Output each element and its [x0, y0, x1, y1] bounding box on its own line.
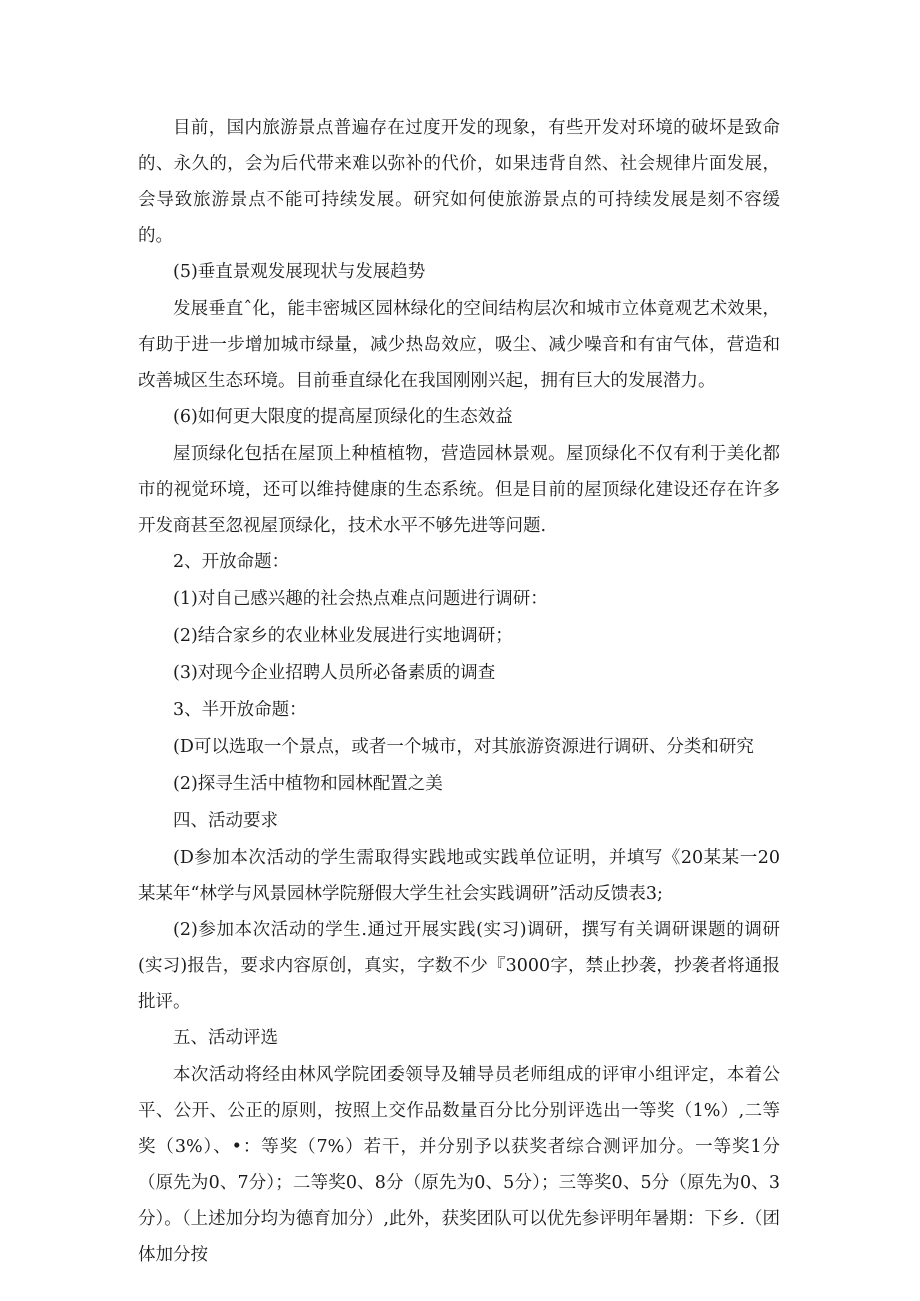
paragraph-roof-greening: 屋顶绿化包括在屋顶上种植植物，营造园林景观。屋顶绿化不仅有利于美化都市的视觉环境，还可以维持健康的生态系统。但是目前的屋顶绿化建设还存在许多开发商甚至忽视屋顶绿化，技术水平不够先进等问题. — [138, 444, 780, 536]
list-item-open-topic-3: (3)对现今企业招聘人员所必备素质的调查 — [173, 663, 496, 683]
heading-roof-greening: (6)如何更大限度的提高屋顶绿化的生态效益 — [173, 407, 513, 427]
heading-semi-open-topics: 3、半开放命题： — [173, 700, 307, 720]
paragraph-vertical-greening: 发展垂直ˆ化，能丰密城区园林绿化的空间结构层次和城市立体竟观艺术效果，有助于进一步增加城市绿量，减少热岛效应，吸尘、减少噪音和有宙气体，营造和改善城区生态环境。目前垂直绿化在我国刚刚兴起，拥有巨大的发展潜力。 — [138, 299, 780, 391]
heading-activity-evaluation: 五、活动评选 — [173, 1028, 278, 1048]
paragraph-tourism-development: 目前，国内旅游景点普遍存在过度开发的现象，有些开发对环境的破坏是致命的、永久的，会为后代带来难以弥补的代价，如果违背自然、社会规律片面发展，会导致旅游景点不能可持续发展。研究如何使旅游景点的可持续发展是刻不容缓的。 — [138, 118, 780, 246]
list-item-open-topic-2: (2)结合家乡的农业林业发展进行实地调研； — [173, 626, 513, 646]
heading-activity-requirements: 四、活动要求 — [173, 811, 278, 831]
list-item-open-topic-1: (1)对自己感兴趣的社会热点难点问题进行调研： — [173, 589, 548, 609]
heading-vertical-landscape: (5)垂直景观发展现状与发展趋势 — [173, 262, 426, 282]
paragraph-requirement-1: (D参加本次活动的学生需取得实践地或实践单位证明，并填写《20某某一20某某年“林学与风景园林学院掰假大学生社会实践调研”活动反馈表3; — [138, 848, 780, 904]
list-item-semi-open-topic-1: (D可以选取一个景点，或者一个城市，对其旅游资源进行调研、分类和研究 — [173, 737, 754, 757]
list-item-semi-open-topic-2: (2)探寻生活中植物和园林配置之美 — [173, 774, 443, 794]
paragraph-evaluation: 本次活动将经由林风学院团委领导及辅导员老师组成的评审小组评定，本着公平、公开、公正的原则，按照上交作品数量百分比分别评选出一等奖（1%）,二等奖（3%）、•：等奖（7%）若干，并分别予以获奖者综合测评加分。一等奖1分（原先为0、7分）；二等奖0、8分（原先为0、5分）；三等奖0、5分（原先为0、3分）。（上述加分均为德育加分）,此外，获奖团队可以优先参评明年暑期：下乡.（团体加分按 — [138, 1065, 780, 1265]
heading-open-topics: 2、开放命题： — [173, 552, 290, 572]
document-body — [138, 110, 780, 1273]
paragraph-requirement-2: (2)参加本次活动的学生.通过开展实践(实习)调研，撰写有关调研课题的调研(实习)报告，要求内容原创，真实，字数不少『3000字，禁止抄袭，抄袭者将通报批评。 — [138, 920, 780, 1012]
